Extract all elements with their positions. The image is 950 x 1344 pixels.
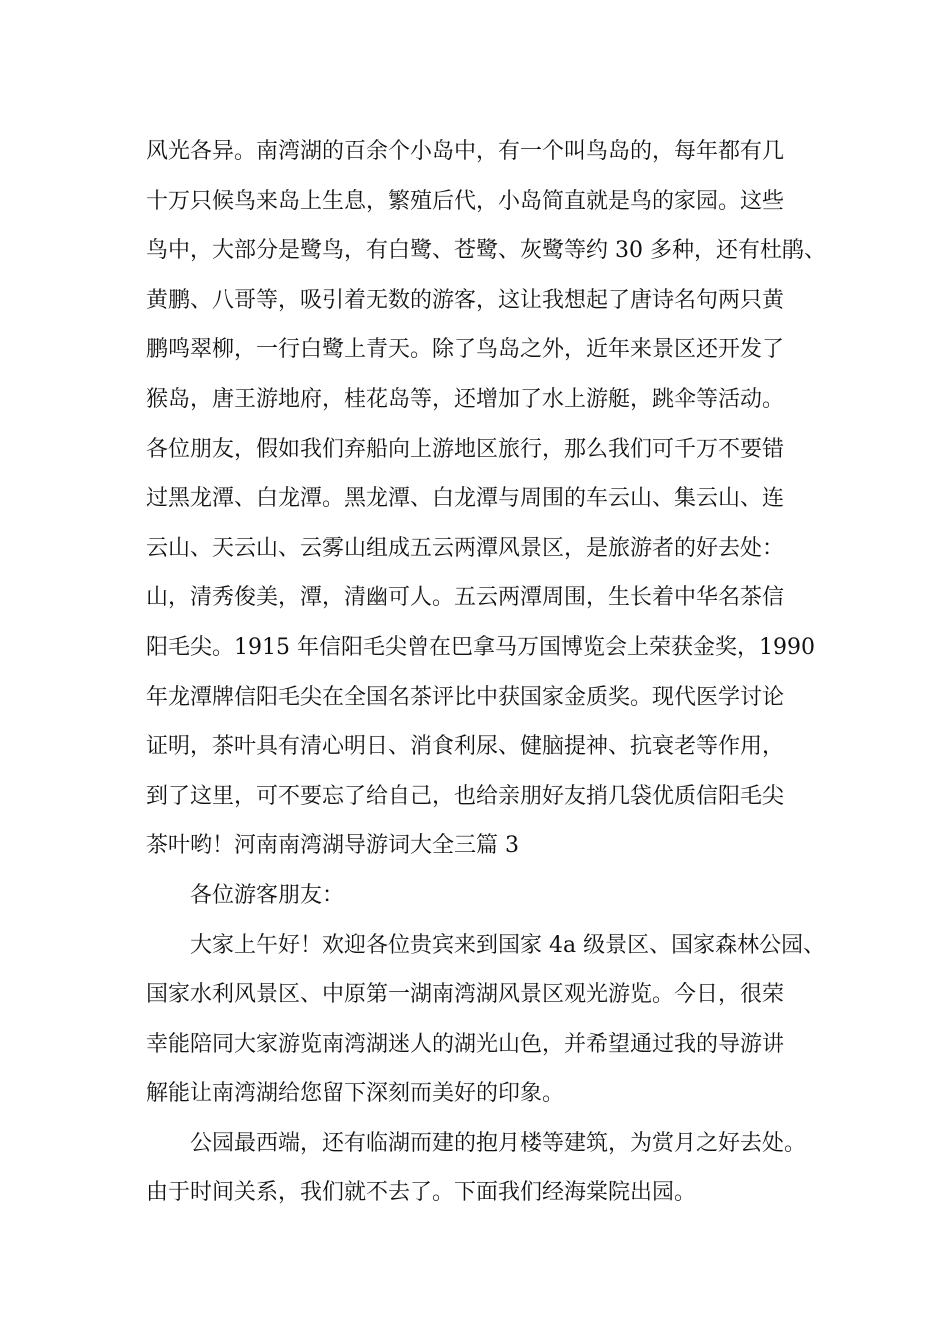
text-line: 解能让南湾湖给您留下深刻而美好的印象。 (146, 1081, 565, 1107)
text-line: 鸟中，大部分是鹭鸟，有白鹭、苍鹭、灰鹭等约 30 多种，还有杜鹃、 (146, 238, 826, 264)
text-line: 幸能陪同大家游览南湾湖迷人的湖光山色，并希望通过我的导游讲 (146, 1031, 785, 1057)
text-line: 猴岛，唐王游地府，桂花岛等，还增加了水上游艇，跳伞等活动。 (146, 386, 785, 412)
text-line: 鹏鸣翠柳，一行白鹭上青天。除了鸟岛之外，近年来景区还开发了 (146, 337, 785, 363)
text-line: 证明，茶叶具有清心明日、消食利尿、健脑提神、抗衰老等作用， (146, 734, 785, 760)
text-line: 风光各异。南湾湖的百余个小岛中，有一个叫鸟岛的，每年都有几 (146, 139, 785, 164)
text-line: 茶叶哟！河南南湾湖导游词大全三篇 3 (146, 833, 519, 859)
text-line: 由于时间关系，我们就不去了。下面我们经海棠院出园。 (146, 1180, 697, 1206)
document-body (146, 134, 826, 1225)
text-line: 各位朋友，假如我们弃船向上游地区旅行，那么我们可千万不要错 (146, 436, 785, 462)
text-line: 年龙潭牌信阳毛尖在全国名茶评比中获国家金质奖。现代医学讨论 (146, 684, 785, 710)
text-line: 国家水利风景区、中原第一湖南湾湖风景区观光游览。今日，很荣 (146, 982, 785, 1008)
text-line: 到了这里，可不要忘了给自己，也给亲朋好友捎几袋优质信阳毛尖 (146, 783, 785, 809)
text-line: 阳毛尖。1915 年信阳毛尖曾在巴拿马万国博览会上荣获金奖，1990 (146, 634, 815, 660)
text-line: 山，清秀俊美，潭，清幽可人。五云两潭周围，生长着中华名茶信 (146, 585, 785, 611)
paragraph-start-line: 公园最西端，还有临湖而建的抱月楼等建筑，为赏月之好去处。 (190, 1130, 807, 1156)
text-line: 黄鹏、八哥等，吸引着无数的游客，这让我想起了唐诗名句两只黄 (146, 287, 785, 313)
paragraph-start-line: 大家上午好！欢迎各位贵宾来到国家 4a 级景区、国家森林公园、 (190, 932, 826, 958)
text-line: 十万只候鸟来岛上生息，繁殖后代，小岛简直就是鸟的家园。这些 (146, 188, 785, 214)
greeting-line: 各位游客朋友： (190, 882, 345, 908)
text-line: 过黑龙潭、白龙潭。黑龙潭、白龙潭与周围的车云山、集云山、连 (146, 486, 785, 512)
text-line: 云山、天云山、云雾山组成五云两潭风景区，是旅游者的好去处： (146, 535, 785, 561)
